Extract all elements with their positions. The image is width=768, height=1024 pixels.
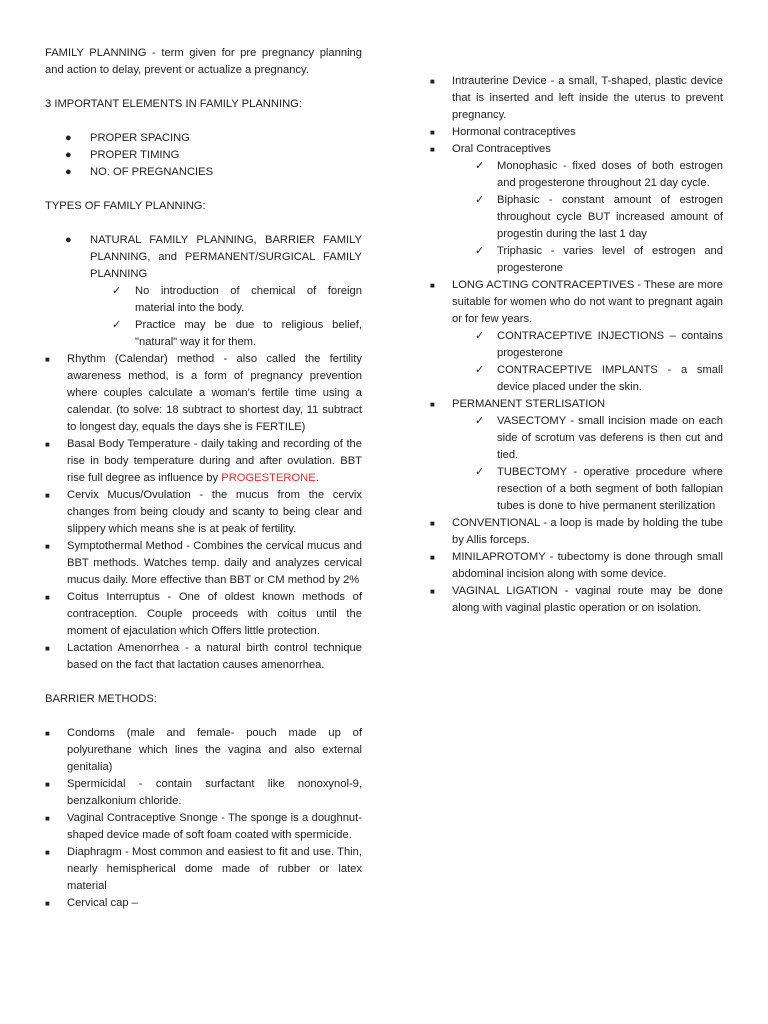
- square-bullet-icon: ■: [430, 281, 435, 290]
- types-heading: TYPES OF FAMILY PLANNING:: [45, 200, 206, 212]
- list-item: ■ LONG ACTING CONTRACEPTIVES - These are more suitable for women who do not want to pregnant again or for few years.: [430, 279, 723, 325]
- square-bullet-icon: ■: [45, 355, 50, 364]
- list-item: ■ VAGINAL LIGATION - vaginal route may be done along with vaginal plastic operation or on isolation.: [430, 585, 723, 614]
- list-item: ■ Vaginal Contraceptive Snonge - The sponge is a doughnut-shaped device made of soft foam coated with spermicide.: [45, 812, 362, 841]
- list-item: ✓ VASECTOMY - small incision made on each side of scrotum vas deferens is then cut and tied.: [475, 415, 723, 461]
- list-item: ● PROPER SPACING: [45, 130, 362, 147]
- left-column: [45, 45, 362, 912]
- checkmark-icon: ✓: [112, 285, 122, 297]
- square-bullet-icon: ■: [45, 899, 50, 908]
- square-bullet-icon: ■: [430, 128, 435, 137]
- square-bullet-icon: ■: [45, 440, 50, 449]
- square-bullet-icon: ■: [45, 729, 50, 738]
- square-bullet-icon: ■: [45, 644, 50, 653]
- contraceptive-list: [430, 73, 723, 617]
- list-item: ■ MINILAPROTOMY - tubectomy is done through small abdominal incision along with some device.: [430, 551, 723, 580]
- square-bullet-icon: ■: [45, 491, 50, 500]
- list-item: ✓ TUBECTOMY - operative procedure where resection of a both segment of both fallopian tubes is done to hive permanent sterilization: [475, 466, 723, 512]
- list-item: ■ Cervical cap –: [45, 895, 362, 912]
- progesterone-highlight: PROGESTERONE: [221, 472, 316, 484]
- checkmark-icon: ✓: [475, 415, 485, 427]
- checkmark-icon: ✓: [475, 194, 485, 206]
- list-item: ✓ CONTRACEPTIVE INJECTIONS – contains progesterone: [475, 330, 723, 359]
- list-item: ■ Spermicidal - contain surfactant like nonoxynol-9, benzalkonium chloride.: [45, 778, 362, 807]
- list-item: ■ Symptothermal Method - Combines the cervical mucus and BBT methods. Watches temp. daily and analyzes cervical mucus daily. More effective than BBT or CM method by 2%: [45, 540, 362, 586]
- intro-paragraph: FAMILY PLANNING - term given for pre pregnancy planning and action to delay, prevent or actualize a pregnancy.: [45, 47, 362, 76]
- right-column: [430, 73, 723, 617]
- dot-bullet-icon: ●: [65, 234, 72, 246]
- elements-heading: 3 IMPORTANT ELEMENTS IN FAMILY PLANNING:: [45, 98, 302, 110]
- list-item: ■ Basal Body Temperature - daily taking and recording of the rise in body temperature during and after ovulation. BBT rise full degree as influence by PROGESTERONE.: [45, 438, 362, 484]
- square-bullet-icon: ■: [45, 542, 50, 551]
- list-item: ✓ No introduction of chemical of foreign material into the body.: [112, 285, 362, 314]
- square-bullet-icon: ■: [45, 780, 50, 789]
- list-item: ■ Oral Contraceptives: [430, 141, 723, 158]
- square-bullet-icon: ■: [430, 400, 435, 409]
- barrier-heading: BARRIER METHODS:: [45, 693, 157, 705]
- dot-bullet-icon: ●: [65, 132, 72, 144]
- list-item: ■ CONVENTIONAL - a loop is made by holding the tube by Allis forceps.: [430, 517, 723, 546]
- square-bullet-icon: ■: [45, 848, 50, 857]
- list-item: ● PROPER TIMING: [45, 147, 362, 164]
- types-list: [45, 232, 362, 674]
- dot-bullet-icon: ●: [65, 166, 72, 178]
- list-item: ✓ CONTRACEPTIVE IMPLANTS - a small device placed under the skin.: [475, 364, 723, 393]
- list-item: ✓ Triphasic - varies level of estrogen and progesterone: [475, 245, 723, 274]
- list-item: ■ Rhythm (Calendar) method - also called the fertility awareness method, is a form of pregnancy prevention where couples calculate a woman's fertile time using a calendar. (to solve: 18 subtract to shortest day, 11 subtract to longest day, equals the days she is FERTILE): [45, 353, 362, 433]
- list-item: ✓ Monophasic - fixed doses of both estrogen and progesterone throughout 21 day cycle.: [475, 160, 723, 189]
- list-item: ✓ Practice may be due to religious belief, "natural" way it for them.: [112, 319, 362, 348]
- square-bullet-icon: ■: [430, 587, 435, 596]
- list-item: ■ Intrauterine Device - a small, T-shaped, plastic device that is inserted and left inside the uterus to prevent pregnancy.: [430, 75, 723, 121]
- list-item: ■ PERMANENT STERLISATION: [430, 396, 723, 413]
- list-item: ■ Coitus Interruptus - One of oldest known methods of contraception. Couple proceeds with coitus until the moment of ejaculation which Offers little protection.: [45, 591, 362, 637]
- elements-list: [45, 130, 362, 181]
- checkmark-icon: ✓: [112, 319, 122, 331]
- square-bullet-icon: ■: [430, 519, 435, 528]
- square-bullet-icon: ■: [45, 814, 50, 823]
- checkmark-icon: ✓: [475, 330, 485, 342]
- list-item: ■ Condoms (male and female- pouch made up of polyurethane which lines the vagina and also external genitalia): [45, 727, 362, 773]
- dot-bullet-icon: ●: [65, 149, 72, 161]
- checkmark-icon: ✓: [475, 245, 485, 257]
- checkmark-icon: ✓: [475, 160, 485, 172]
- square-bullet-icon: ■: [430, 77, 435, 86]
- list-item: ✓ Biphasic - constant amount of estrogen throughout cycle BUT increased amount of progestin during the last 1 day: [475, 194, 723, 240]
- checkmark-icon: ✓: [475, 466, 485, 478]
- square-bullet-icon: ■: [430, 553, 435, 562]
- list-item: ■ Hormonal contraceptives: [430, 124, 723, 141]
- barrier-list: [45, 725, 362, 912]
- square-bullet-icon: ■: [430, 145, 435, 154]
- checkmark-icon: ✓: [475, 364, 485, 376]
- list-item: ■ Lactation Amenorrhea - a natural birth control technique based on the fact that lactation causes amenorrhea.: [45, 642, 362, 671]
- list-item: ● NO. OF PREGNANCIES: [45, 164, 362, 181]
- list-item: ■ Diaphragm - Most common and easiest to fit and use. Thin, nearly hemispherical dome made of rubber or latex material: [45, 846, 362, 892]
- list-item: ■ Cervix Mucus/Ovulation - the mucus from the cervix changes from being cloudy and scanty to being clear and slippery which means she is at peak of fertility.: [45, 489, 362, 535]
- list-item: ● NATURAL FAMILY PLANNING, BARRIER FAMILY PLANNING, and PERMANENT/SURGICAL FAMILY PLANNING: [65, 234, 362, 280]
- square-bullet-icon: ■: [45, 593, 50, 602]
